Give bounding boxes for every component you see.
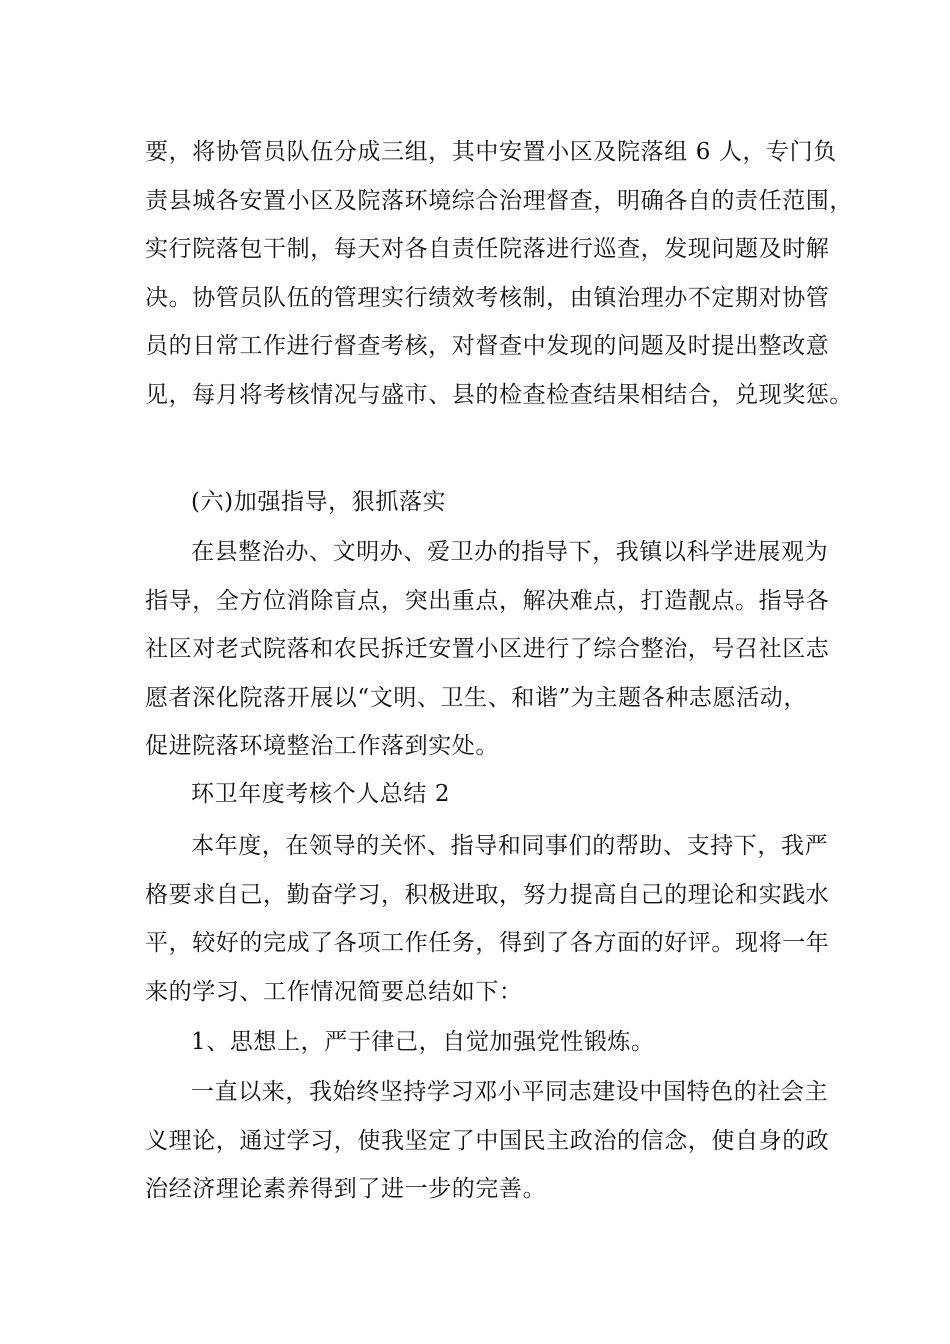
text-line: 愿者深化院落开展以“文明、卫生、和谐”为主题各种志愿活动， <box>145 684 807 711</box>
title-text: 环卫年度考核个人总结 2 <box>191 781 451 807</box>
text-line: 决。协管员队伍的管理实行绩效考核制，由镇治理办不定期对协管 <box>145 284 830 311</box>
text-line: 指导，全方位消除盲点，突出重点，解决难点，打造靓点。指导各 <box>145 587 830 614</box>
summary-title <box>145 770 825 819</box>
paragraph-point-1 <box>145 1068 830 1214</box>
text-line: 来的学习、工作情况简要总结如下： <box>145 978 523 1005</box>
text-line: 本年度，在领导的关怀、指导和同事们的帮助、支持下，我严 <box>191 833 829 859</box>
text-line: 治经济理论素养得到了进一步的完善。 <box>145 1176 547 1202</box>
section-heading-6 <box>145 478 825 527</box>
heading-text: (六)加强指导，狠抓落实 <box>191 489 447 515</box>
paragraph-section-6 <box>145 528 830 771</box>
point-heading-1 <box>145 1018 825 1067</box>
heading-text: 1、思想上，严于律己，自觉加强党性锻炼。 <box>191 1029 655 1055</box>
paragraph-summary-intro <box>145 822 830 1016</box>
text-line: 要，将协管员队伍分成三组，其中安置小区及院落组 6 人，专门负 <box>145 139 837 165</box>
text-line: 员的日常工作进行督查考核，对督查中发现的问题及时提出整改意 <box>145 333 830 359</box>
text-line: 平，较好的完成了各项工作任务，得到了各方面的好评。现将一年 <box>145 930 830 956</box>
text-line: 实行院落包干制，每天对各自责任院落进行巡查，发现问题及时解 <box>145 236 830 262</box>
text-line: 责县城各安置小区及院落环境综合治理督查，明确各自的责任范围， <box>145 187 853 214</box>
text-line: 一直以来，我始终坚持学习邓小平同志建设中国特色的社会主 <box>191 1079 829 1105</box>
paragraph-continuation <box>145 128 853 419</box>
text-line: 促进院落环境整治工作落到实处。 <box>145 733 499 759</box>
text-line: 义理论，通过学习，使我坚定了中国民主政治的信念，使自身的政 <box>145 1127 830 1154</box>
text-line: 在县整治办、文明办、爱卫办的指导下，我镇以科学进展观为 <box>191 539 829 565</box>
text-line: 见，每月将考核情况与盛市、县的检查检查结果相结合，兑现奖惩。 <box>145 381 853 408</box>
text-line: 社区对老式院落和农民拆迁安置小区进行了综合整治，号召社区志 <box>145 636 830 662</box>
text-line: 格要求自己，勤奋学习，积极进取，努力提高自己的理论和实践水 <box>145 881 830 908</box>
